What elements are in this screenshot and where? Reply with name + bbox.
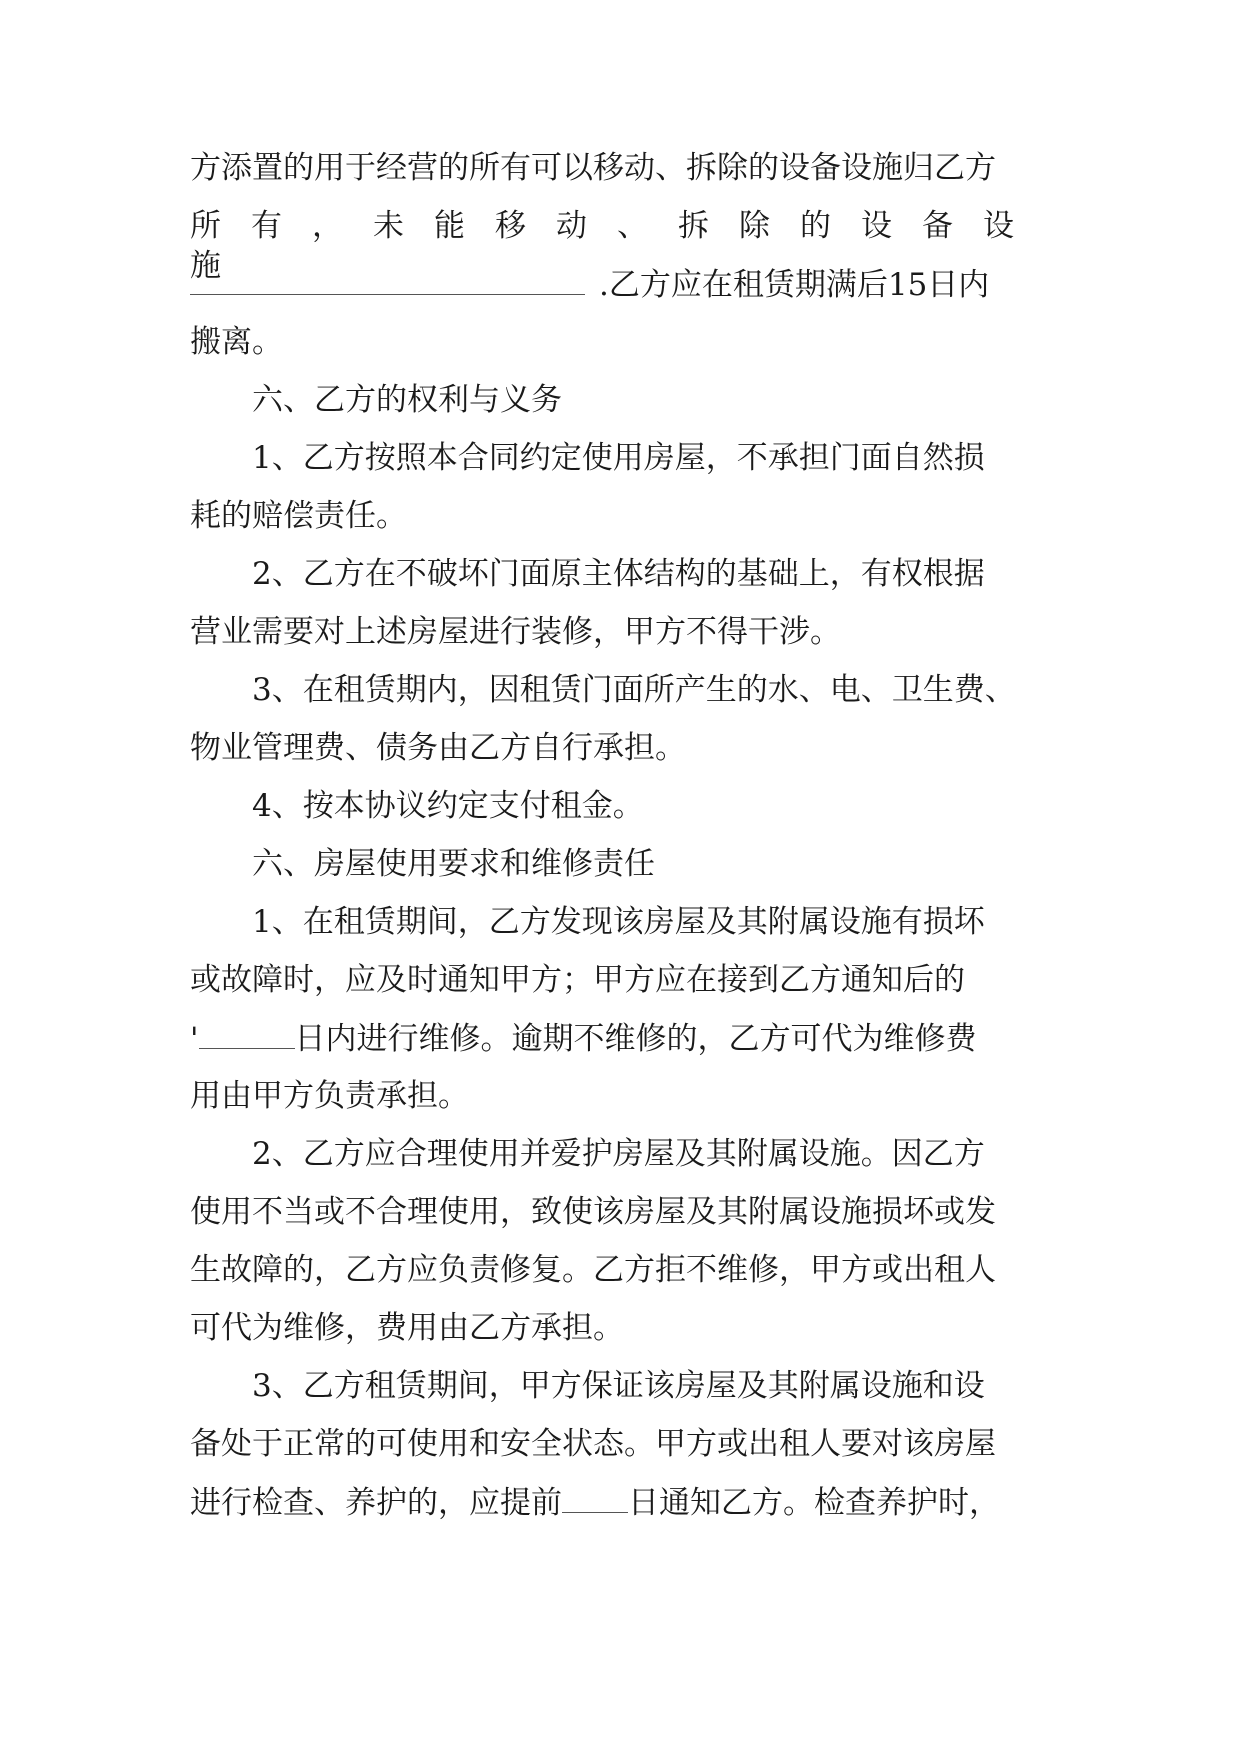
- fill-in-blank: [190, 264, 585, 295]
- text-line: 营业需要对上述房屋进行装修，甲方不得干涉。: [190, 614, 841, 650]
- text-line: 生故障的，乙方应负责修复。乙方拒不维修，甲方或出租人: [190, 1252, 996, 1288]
- text-segment: ': [190, 1021, 199, 1057]
- spaced-text: 所有，未能移动、拆除的设备设施: [190, 208, 1044, 284]
- text-line: 使用不当或不合理使用，致使该房屋及其附属设施损坏或发: [190, 1194, 996, 1230]
- text-segment: .乙方应在租赁期满后15日内: [599, 267, 990, 303]
- text-line: 搬离。: [190, 324, 283, 360]
- text-line: 可代为维修，费用由乙方承担。: [190, 1310, 624, 1346]
- text-line: 或故障时，应及时通知甲方；甲方应在接到乙方通知后的: [190, 962, 965, 998]
- text-line: 1、乙方按照本合同约定使用房屋，不承担门面自然损: [252, 440, 985, 476]
- text-line: 4、按本协议约定支付租金。: [252, 788, 644, 824]
- text-line: 2、乙方应合理使用并爱护房屋及其附属设施。因乙方: [252, 1136, 985, 1172]
- text-line-spaced: [190, 206, 1050, 284]
- text-line: 3、乙方租赁期间，甲方保证该房屋及其附属设施和设: [252, 1368, 985, 1404]
- fill-in-blank: [199, 1018, 295, 1049]
- text-line: 物业管理费、债务由乙方自行承担。: [190, 730, 686, 766]
- text-line: 方添置的用于经营的所有可以移动、拆除的设备设施归乙方: [190, 150, 996, 186]
- text-line: 备处于正常的可使用和安全状态。甲方或出租人要对该房屋: [190, 1426, 996, 1462]
- section-heading: 六、乙方的权利与义务: [252, 382, 562, 418]
- text-line: [190, 1018, 1050, 1058]
- text-line: 3、在租赁期内，因租赁门面所产生的水、电、卫生费、: [252, 672, 1016, 708]
- text-line: 用由甲方负责承担。: [190, 1078, 469, 1114]
- text-segment: 日通知乙方。检查养护时，: [628, 1485, 1000, 1521]
- section-heading: 六、房屋使用要求和维修责任: [252, 846, 655, 882]
- text-line: [190, 1482, 1050, 1522]
- text-segment: 日内进行维修。逾期不维修的，乙方可代为维修费: [294, 1021, 977, 1057]
- text-line: [190, 264, 1050, 304]
- fill-in-blank: [562, 1482, 628, 1513]
- text-line: 1、在租赁期间，乙方发现该房屋及其附属设施有损坏: [252, 904, 985, 940]
- text-line: 2、乙方在不破坏门面原主体结构的基础上，有权根据: [252, 556, 985, 592]
- text-line: 耗的赔偿责任。: [190, 498, 407, 534]
- text-segment: 进行检查、养护的，应提前: [190, 1485, 562, 1521]
